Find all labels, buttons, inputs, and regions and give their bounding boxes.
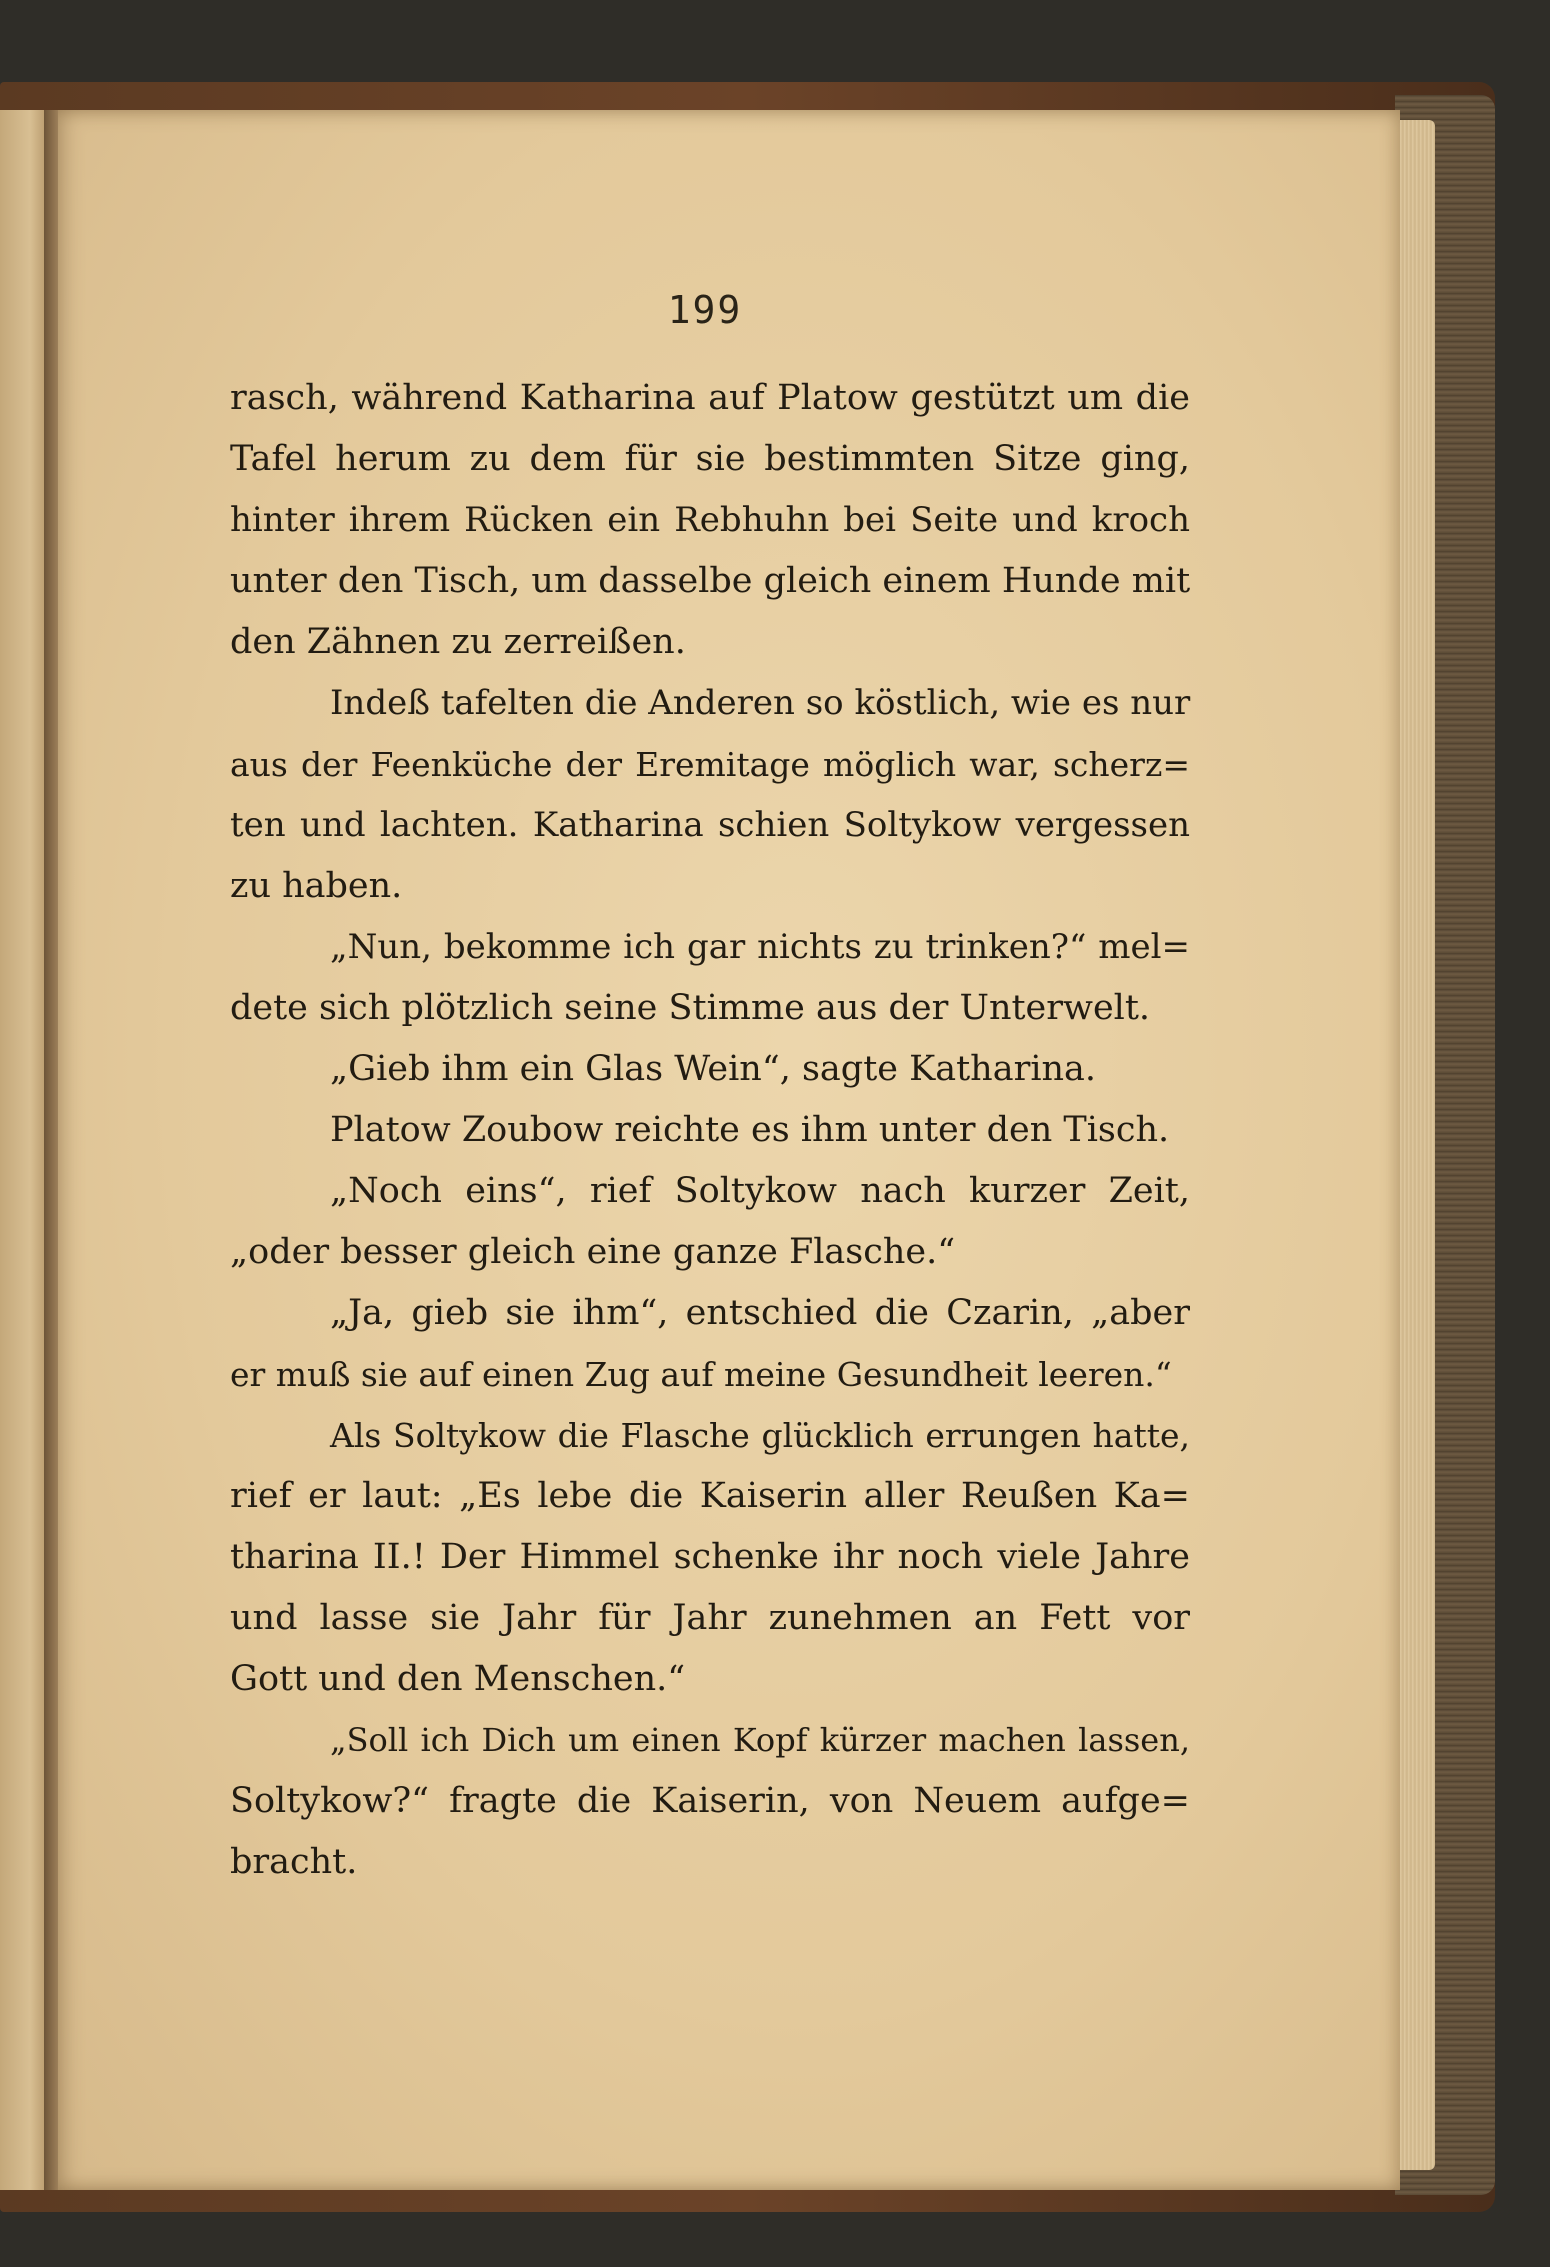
text-line: Soltykow?“ fragte die Kaiserin, von Neuem aufge= [230,1781,1190,1821]
text-line: dete sich plötzlich seine Stimme aus der Unterwelt. [230,988,1151,1028]
text-line: und lasse sie Jahr für Jahr zunehmen an Fett vor [230,1598,1190,1638]
text-line: zu haben. [230,866,403,906]
text-line: „Ja, gieb sie ihm“, entschied die Czarin, „aber [330,1293,1190,1333]
text-line: tharina II.! Der Himmel schenke ihr noch viele Jahre [230,1537,1190,1577]
text-line: hinter ihrem Rücken ein Rebhuhn bei Seite und kroch [230,500,1190,540]
text-line: Tafel herum zu dem für sie bestimmten Sitze ging, [230,439,1190,479]
text-line: „Noch eins“, rief Soltykow nach kurzer Zeit, [330,1171,1190,1211]
text-line: Gott und den Menschen.“ [230,1659,686,1699]
text-line: Platow Zoubow reichte es ihm unter den Tisch. [330,1110,1170,1150]
text-line: unter den Tisch, um dasselbe gleich einem Hunde mit [230,561,1191,601]
text-line: „oder besser gleich eine ganze Flasche.“ [230,1232,956,1272]
text-line: „Gieb ihm ein Glas Wein“, sagte Katharina. [330,1049,1097,1089]
text-line: aus der Feenküche der Eremitage möglich war, scherz= [230,745,1190,784]
text-line: rasch, während Katharina auf Platow gestützt um die [230,378,1190,418]
facing-page-edge [0,110,50,2190]
book-gutter [44,110,58,2190]
page-text [230,368,1190,1893]
text-line: Als Soltykow die Flasche glücklich errungen hatte, [330,1416,1190,1455]
text-line: bracht. [230,1842,358,1882]
page-number: 199 [667,288,743,332]
text-line: Indeß tafelten die Anderen so köstlich, wie es nur [330,683,1191,723]
text-line: „Soll ich Dich um einen Kopf kürzer machen lassen, [330,1721,1190,1759]
text-line: den Zähnen zu zerreißen. [230,622,686,662]
text-line: ten und lachten. Katharina schien Soltykow vergessen [230,805,1190,845]
text-line: rief er laut: „Es lebe die Kaiserin aller Reußen Ka= [230,1476,1190,1516]
text-line: er muß sie auf einen Zug auf meine Gesundheit leeren.“ [230,1355,1172,1394]
text-line: „Nun, bekomme ich gar nichts zu trinken?“ mel= [330,927,1190,967]
